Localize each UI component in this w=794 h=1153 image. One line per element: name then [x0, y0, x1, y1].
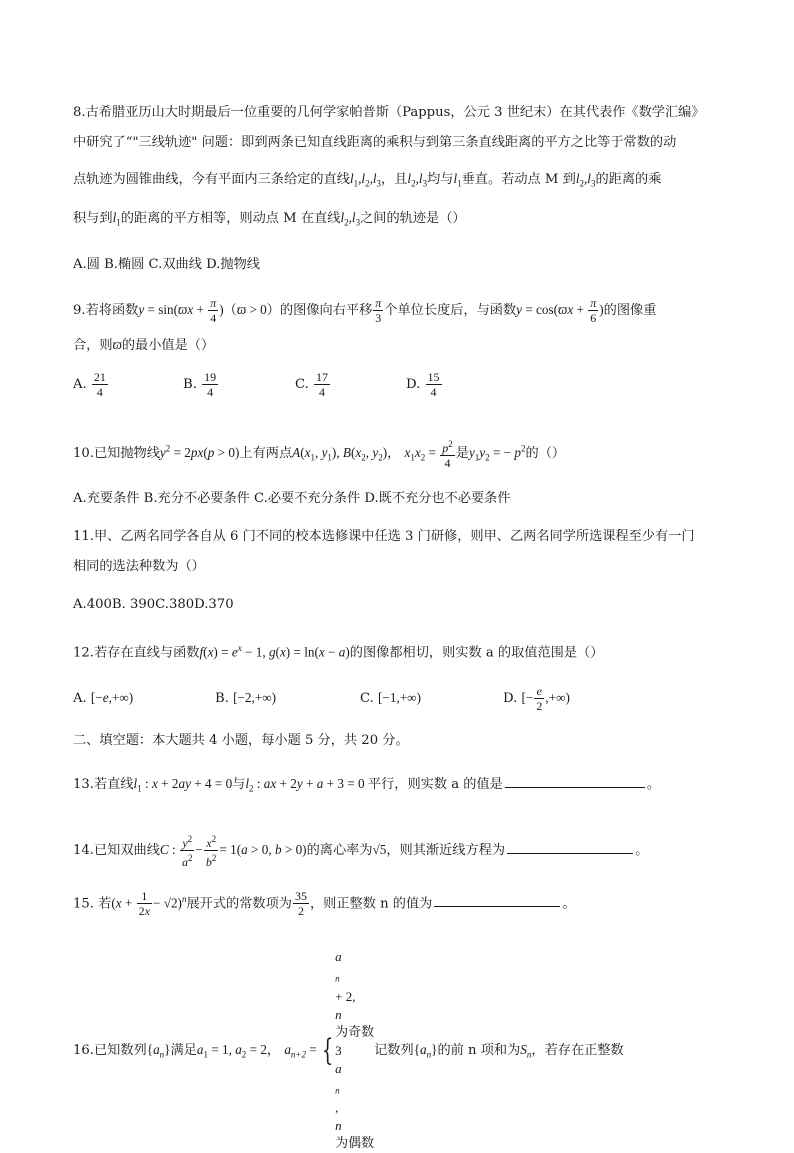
q14-line: 14.已知双曲线C : $\frac{y^2}{a^2}$ − $\frac{x^2}{b^2}$ = 1(a > 0, b > 0)的离心率为√5，则其渐近线方程为 。 — [73, 834, 649, 869]
q8-line-1: 8.古希腊亚历山大时期最后一位重要的几何学家帕普斯（Pappus，公元 3 世纪末）在其代表作《数学汇编》 — [73, 105, 705, 120]
q8-choices: A.圆 B.椭圆 C.双曲线 D.抛物线 — [73, 257, 260, 272]
q12-line-1: 12.若存在直线与函数$f(x) = e^x - 1$, g(x) = ln(x − a)的图像都相切，则实数 a 的取值范围是（） — [73, 643, 604, 661]
q12-option-c: C. [−1,+∞) — [360, 690, 421, 706]
q11-choices: A.400B. 390C.380D.370 — [73, 597, 234, 612]
q9-line-1: 9.若将函数y = sin(ϖx + $\frac{\pi}{4}$ )（ϖ > 0）的图像向右平移 $\frac{\pi}{3}$ 个单位长度后，与函数y = cos(ϖx + $\frac{\pi}{6}$ )的图像重 — [73, 296, 657, 325]
q15-answer-blank[interactable] — [434, 892, 560, 907]
q13-line: 13.若直线$l_1$ : x + 2ay + 4 = 0与$l_2$ : ax + 2y + a + 3 = 0 平行，则实数 a 的值是 。 — [73, 773, 723, 799]
q12-option-b: B. [−2,+∞) — [215, 690, 277, 706]
q10-choices: A.充要条件 B.充分不必要条件 C.必要不充分条件 D.既不充分也不必要条件 — [73, 491, 511, 506]
q11-line-1: 11.甲、乙两名同学各自从 6 门不同的校本选修课中任选 3 门研修，则甲、乙两名同学所选课程至少有一门 — [73, 529, 695, 544]
q8-line-4: 积与到$l_1$的距离的平方相等，则动点 M 在直线$l_2,l_3$之间的轨迹是（） — [73, 210, 466, 228]
q13-answer-blank[interactable] — [505, 773, 645, 788]
q12-option-d: D. [− $\frac{e}{2}$ ,+∞) — [503, 684, 570, 713]
q14-answer-blank[interactable] — [507, 839, 633, 854]
q15-line: 15. 若(x + $\frac{1}{2x}$ − √2)$^n$展开式的常数项为 $\frac{35}{2}$ ，则正整数 n 的值为 。 — [73, 889, 576, 919]
q8-line-3: 点轨迹为圆锥曲线，今有平面内三条给定的直线$l_1,l_2,l_3$，且$l_2,l_3$均与$l_1$垂直。若动点 M 到$l_2,l_3$的距离的乘 — [73, 171, 662, 189]
q12-option-a: A. [−e,+∞) — [73, 690, 134, 706]
q9-option-a: A. $\frac{21}{4}$ — [73, 370, 106, 399]
q16-line: 16.已知数列$\{a_n\}$满足$a_1 = 1$, $a_2 = 2$， $a_{n+2}$ = { a $_n$ + 2, n 为奇数 3 a $_n$ , n 为偶数 记数列$\{a_n\}$的前 n 项和为$S_n$，若存在正整数 — [73, 949, 624, 1152]
q9-line-2: 合，则ϖ的最小值是（） — [73, 337, 215, 353]
q12-options — [73, 684, 723, 720]
section-2-heading: 二、填空题：本大题共 4 小题，每小题 5 分，共 20 分。 — [73, 733, 409, 748]
q10-line-1: 10.已知抛物线$y^2 = 2px(p > 0)$上有两点$A(x_1$, $y_1$), $B(x_2$, $y_2$)， $x_1x_2$ = $\frac{p^2}{4}$ 是$y_1y_2$ = − $p^2$的（） — [73, 439, 566, 470]
q9-option-b: B. $\frac{19}{4}$ — [183, 370, 217, 399]
q8-line-2: 中研究了“"三线轨迹" 问题：即到两条已知直线距离的乘积与到第三条直线距离的平方之比等于常数的动 — [73, 135, 677, 150]
q9-option-d: D. $\frac{15}{4}$ — [406, 370, 440, 399]
q9-option-c: C. $\frac{17}{4}$ — [295, 370, 329, 399]
q9-options — [73, 370, 723, 410]
q11-line-2: 相同的选法种数为（） — [73, 559, 205, 574]
